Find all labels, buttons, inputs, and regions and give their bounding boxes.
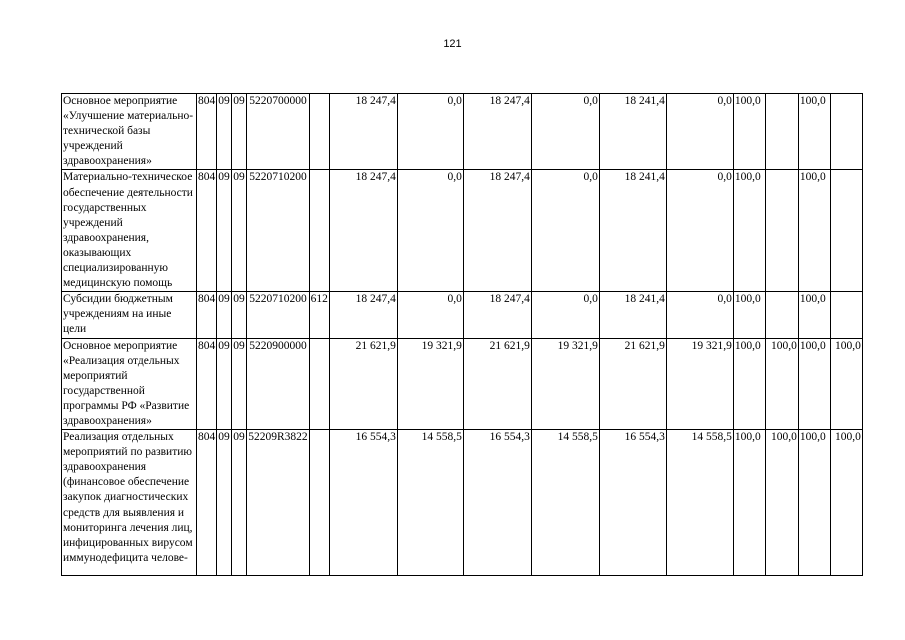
expense-type-cell [309,94,329,170]
percent-cell-3: 100,0 [798,292,830,338]
percent-cell-2: 100,0 [765,338,798,430]
section-code-cell: 09 [217,430,232,576]
table-row [62,430,863,576]
table-row [62,292,863,338]
table-row [62,170,863,292]
value-cell-6: 0,0 [666,170,733,292]
percent-cell-4 [830,170,862,292]
value-cell-3: 18 247,4 [463,94,531,170]
value-cell-1: 21 621,9 [329,338,397,430]
subsection-code-cell: 09 [232,170,247,292]
section-code-cell: 09 [217,94,232,170]
ministry-code-cell: 804 [197,430,217,576]
percent-cell-2 [765,94,798,170]
row-name-cell: Реализация отдельных мероприятий по развитию здравоохранения (финансовое обеспечение закупок диагностических средств для выявления и мониторинга лечения лиц, инфицированных вирусом иммунодефицита челове- [62,430,197,576]
percent-cell-4: 100,0 [830,430,862,576]
value-cell-6: 14 558,5 [666,430,733,576]
expense-type-cell [309,430,329,576]
row-name-cell: Основное мероприятие «Реализация отдельных мероприятий государственной программы РФ «Развитие здравоохранения» [62,338,197,430]
percent-cell-3: 100,0 [798,94,830,170]
value-cell-6: 19 321,9 [666,338,733,430]
value-cell-5: 16 554,3 [599,430,666,576]
section-code-cell: 09 [217,170,232,292]
row-name-cell: Материально-техническое обеспечение деятельности государственных учреждений здравоохранения, оказывающих специализированную медицинскую помощь [62,170,197,292]
page-number: 121 [443,38,462,50]
value-cell-4: 0,0 [531,170,599,292]
value-cell-5: 18 241,4 [599,170,666,292]
percent-cell-1: 100,0 [733,430,765,576]
percent-cell-1: 100,0 [733,170,765,292]
table-row [62,94,863,170]
percent-cell-4 [830,292,862,338]
value-cell-6: 0,0 [666,292,733,338]
value-cell-5: 21 621,9 [599,338,666,430]
value-cell-1: 18 247,4 [329,94,397,170]
budget-table [61,93,863,576]
value-cell-2: 0,0 [397,292,463,338]
target-article-cell: 5220900000 [247,338,309,430]
section-code-cell: 09 [217,338,232,430]
subsection-code-cell: 09 [232,94,247,170]
value-cell-4: 14 558,5 [531,430,599,576]
percent-cell-1: 100,0 [733,338,765,430]
expense-type-cell [309,170,329,292]
row-name-cell: Основное мероприятие «Улучшение материально-технической базы учреждений здравоохранения» [62,94,197,170]
percent-cell-3: 100,0 [798,338,830,430]
value-cell-2: 19 321,9 [397,338,463,430]
value-cell-3: 18 247,4 [463,292,531,338]
ministry-code-cell: 804 [197,338,217,430]
subsection-code-cell: 09 [232,338,247,430]
percent-cell-1: 100,0 [733,94,765,170]
value-cell-3: 21 621,9 [463,338,531,430]
subsection-code-cell: 09 [232,430,247,576]
value-cell-2: 0,0 [397,170,463,292]
target-article-cell: 5220710200 [247,170,309,292]
value-cell-4: 19 321,9 [531,338,599,430]
percent-cell-2: 100,0 [765,430,798,576]
section-code-cell: 09 [217,292,232,338]
value-cell-4: 0,0 [531,94,599,170]
value-cell-1: 18 247,4 [329,170,397,292]
percent-cell-4 [830,94,862,170]
ministry-code-cell: 804 [197,94,217,170]
percent-cell-2 [765,170,798,292]
percent-cell-3: 100,0 [798,170,830,292]
value-cell-2: 14 558,5 [397,430,463,576]
value-cell-5: 18 241,4 [599,292,666,338]
table-row [62,338,863,430]
percent-cell-3: 100,0 [798,430,830,576]
target-article-cell: 52209R3822 [247,430,309,576]
value-cell-1: 18 247,4 [329,292,397,338]
percent-cell-1: 100,0 [733,292,765,338]
subsection-code-cell: 09 [232,292,247,338]
percent-cell-2 [765,292,798,338]
value-cell-5: 18 241,4 [599,94,666,170]
target-article-cell: 5220710200 [247,292,309,338]
expense-type-cell: 612 [309,292,329,338]
expense-type-cell [309,338,329,430]
ministry-code-cell: 804 [197,170,217,292]
target-article-cell: 5220700000 [247,94,309,170]
row-name-cell: Субсидии бюджетным учреждениям на иные цели [62,292,197,338]
value-cell-1: 16 554,3 [329,430,397,576]
value-cell-3: 16 554,3 [463,430,531,576]
percent-cell-4: 100,0 [830,338,862,430]
value-cell-6: 0,0 [666,94,733,170]
ministry-code-cell: 804 [197,292,217,338]
value-cell-3: 18 247,4 [463,170,531,292]
value-cell-4: 0,0 [531,292,599,338]
value-cell-2: 0,0 [397,94,463,170]
